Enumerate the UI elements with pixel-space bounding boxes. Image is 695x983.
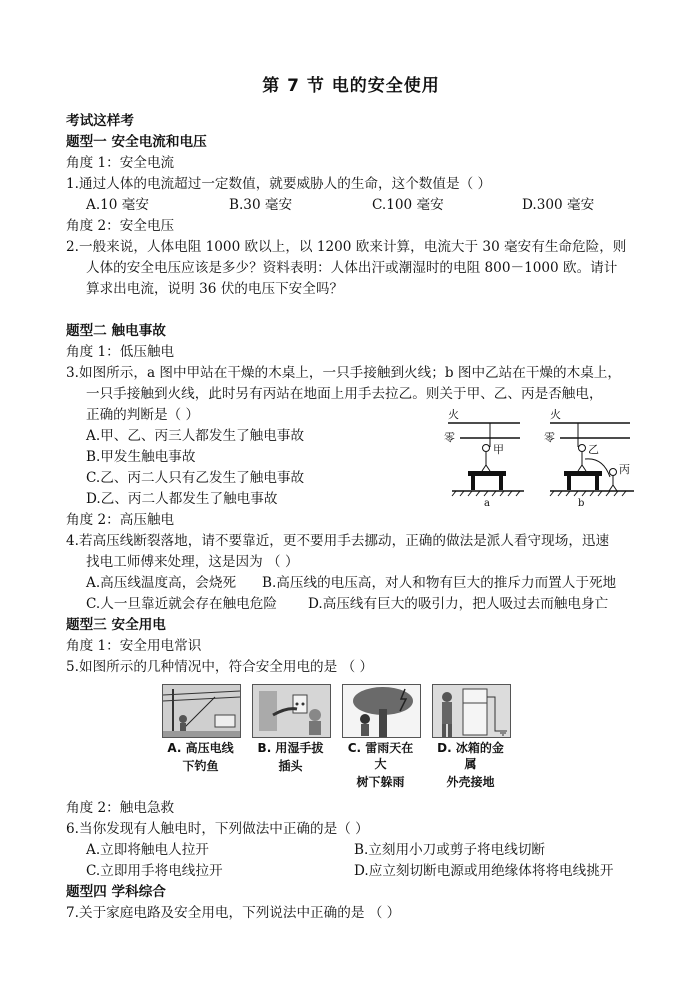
picture-a-caption-1: A. 高压电线 <box>167 741 234 755</box>
label-fire-b: 火 <box>550 408 561 421</box>
label-a: a <box>484 498 490 507</box>
option-a: A.立即将触电人拉开 <box>86 842 209 858</box>
question-3-line-2: 一只手接触到火线，此时另有丙站在地面上用手去拉乙。则关于甲、乙、丙是否触电， <box>86 386 603 402</box>
option-d: D.高压线有巨大的吸引力，把人吸过去而触电身亡 <box>308 596 609 612</box>
picture-b-caption-2: 插头 <box>278 759 303 773</box>
label-jia: 甲 <box>493 443 504 456</box>
question-3-line-1: 3.如图所示，a 图中甲站在干燥的木桌上，一只手接触到火线；b 图中乙站在干燥的木桌上， <box>66 365 621 381</box>
option-d: D.应立刻切断电源或用绝缘体将将电线挑开 <box>354 863 614 879</box>
fridge-grounding-image <box>432 684 511 738</box>
option-c: C.100 毫安 <box>372 197 444 213</box>
question-3-option-d: D.乙、丙二人都发生了触电事故 <box>86 491 278 507</box>
label-zero-b: 零 <box>544 431 555 444</box>
picture-c-caption-2: 树下躲雨 <box>356 775 405 789</box>
question-6-options-cd <box>66 861 636 882</box>
picture-d-caption-2: 外壳接地 <box>446 775 495 789</box>
option-a: A.10 毫安 <box>86 197 149 213</box>
option-c: C.人一旦靠近就会存在触电危险 <box>86 596 277 612</box>
angle-label: 角度 1：安全用电常识 <box>66 638 202 654</box>
question-4-line-1: 4.若高压线断裂落地，请不要靠近，更不要用手去挪动，正确的做法是派人看守现场，迅速 <box>66 533 610 549</box>
label-fire-a: 火 <box>448 408 459 421</box>
question-2-line-2: 人体的安全电压应该是多少？资料表明：人体出汗或潮湿时的电阻 800－1000 欧。请计 <box>86 260 618 276</box>
option-b: B.高压线的电压高，对人和物有巨大的推斥力而置人于死地 <box>262 575 617 591</box>
angle-label: 角度 1：安全电流 <box>66 155 175 171</box>
question-4-options-cd <box>66 594 636 615</box>
question-3-body <box>66 405 636 510</box>
picture-c-caption-1: C. 雷雨天在大 <box>347 741 414 771</box>
option-c: C.立即用手将电线拉开 <box>86 863 223 879</box>
question-6: 6.当你发现有人触电时，下列做法中正确的是（ ） <box>66 821 369 837</box>
question-3-option-a: A.甲、乙、丙三人都发生了触电事故 <box>86 428 305 444</box>
picture-b <box>252 684 329 790</box>
question-3-option-b: B.甲发生触电事故 <box>86 449 196 465</box>
section-heading-3: 题型三 安全用电 <box>66 617 166 633</box>
label-b: b <box>578 498 585 507</box>
question-5-pictures <box>66 684 636 790</box>
option-b: B.30 毫安 <box>229 197 293 213</box>
document-page <box>66 70 636 924</box>
tree-in-storm-image <box>342 684 421 738</box>
angle-label: 角度 2：触电急救 <box>66 800 175 816</box>
exam-header: 考试这样考 <box>66 113 134 129</box>
label-yi: 乙 <box>588 443 599 456</box>
question-2-line-3: 算求出电流，说明 36 伏的电压下安全吗？ <box>86 281 344 297</box>
question-2-line-1: 2.一般来说，人体电阻 1000 欧以上，以 1200 欧来计算，电流大于 30 毫安有生命危险，则 <box>66 239 627 255</box>
question-4-options-ab <box>66 573 636 594</box>
page-title: 第 7 节 电的安全使用 <box>262 76 440 96</box>
question-1: 1.通过人体的电流超过一定数值，就要威胁人的生命，这个数值是（ ） <box>66 176 492 192</box>
question-7: 7.关于家庭电路及安全用电，下列说法中正确的是 （ ） <box>66 905 401 921</box>
picture-c <box>342 684 419 790</box>
question-3-option-c: C.乙、丙二人只有乙发生了触电事故 <box>86 470 305 486</box>
label-bing: 丙 <box>619 463 630 476</box>
picture-a <box>162 684 239 790</box>
section-heading-1: 题型一 安全电流和电压 <box>66 134 207 150</box>
option-a: A.高压线温度高，会烧死 <box>86 575 237 591</box>
picture-b-caption-1: B. 用湿手拔 <box>257 741 324 755</box>
fishing-under-power-line-image <box>162 684 241 738</box>
question-5: 5.如图所示的几种情况中，符合安全用电的是 （ ） <box>66 659 374 675</box>
angle-label: 角度 2：高压触电 <box>66 512 175 528</box>
question-3-line-3: 正确的判断是（ ） <box>86 407 200 423</box>
option-b: B.立刻用小刀或剪子将电线切断 <box>354 842 546 858</box>
circuit-figure <box>438 407 638 507</box>
angle-label: 角度 2：安全电压 <box>66 218 175 234</box>
section-heading-2: 题型二 触电事故 <box>66 323 166 339</box>
wet-hand-plug-image <box>252 684 331 738</box>
question-1-options <box>66 195 636 216</box>
angle-label: 角度 1：低压触电 <box>66 344 175 360</box>
option-d: D.300 毫安 <box>522 197 595 213</box>
section-heading-4: 题型四 学科综合 <box>66 884 166 900</box>
picture-d-caption-1: D. 冰箱的金属 <box>437 741 504 771</box>
picture-a-caption-2: 下钓鱼 <box>182 759 219 773</box>
question-6-options-ab <box>66 840 636 861</box>
picture-d <box>432 684 509 790</box>
question-4-line-2: 找电工师傅来处理，这是因为 （ ） <box>86 554 299 570</box>
label-zero-a: 零 <box>444 431 455 444</box>
